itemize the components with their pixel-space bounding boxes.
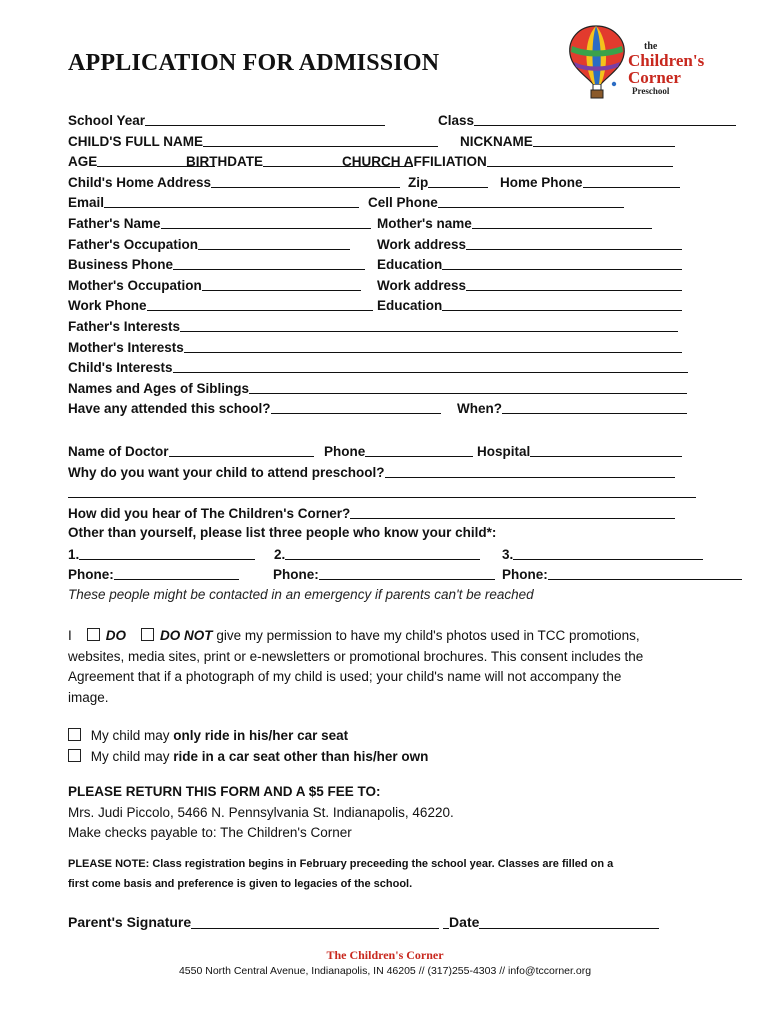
- field-blank[interactable]: [169, 443, 314, 457]
- form-field: [68, 464, 675, 480]
- form-field: [408, 174, 488, 190]
- form-row: [68, 525, 708, 546]
- emergency-note: These people might be contacted in an emergency if parents can't be reached: [68, 587, 534, 602]
- form-row: [68, 153, 708, 174]
- field-blank[interactable]: [502, 400, 687, 414]
- field-label: When?: [457, 401, 502, 417]
- form-field: [68, 400, 441, 416]
- field-label: Business Phone: [68, 257, 174, 273]
- consent-text-1: give my permission to have my child's photos used in TCC promotions,: [216, 628, 640, 643]
- field-label: Mother's Interests: [68, 339, 184, 355]
- field-label: CHURCH AFFILIATION: [342, 154, 487, 170]
- field-label: Mother's Occupation: [68, 277, 202, 293]
- return-instructions: [68, 782, 698, 844]
- field-blank[interactable]: [513, 546, 703, 560]
- field-label: Hospital: [477, 443, 531, 459]
- do-not-checkbox[interactable]: [141, 628, 154, 641]
- field-label: Father's Interests: [68, 318, 181, 334]
- form-field: [368, 194, 624, 210]
- form-field: [377, 277, 682, 293]
- field-label: Names and Ages of Siblings: [68, 380, 250, 396]
- field-blank[interactable]: [203, 133, 438, 147]
- field-blank[interactable]: [530, 443, 682, 457]
- field-blank[interactable]: [472, 215, 652, 229]
- form-field: [68, 194, 359, 210]
- field-label: Work address: [377, 236, 467, 252]
- field-blank[interactable]: [161, 215, 371, 229]
- field-blank[interactable]: [438, 194, 624, 208]
- field-label: Other than yourself, please list three people who know your child*:: [68, 525, 497, 541]
- field-blank[interactable]: [114, 566, 239, 580]
- form-row: [68, 215, 708, 236]
- field-label: AGE: [68, 154, 98, 170]
- car-seat-option-1-bold: only ride in his/her car seat: [173, 728, 349, 743]
- field-label: Work Phone: [68, 298, 147, 314]
- field-label: Child's Home Address: [68, 174, 211, 190]
- form-field: [342, 153, 673, 169]
- field-blank[interactable]: [466, 277, 682, 291]
- form-field: [377, 256, 682, 272]
- form-field: [68, 256, 365, 272]
- please-note-line2: first come basis and preference is given to legacies of the school.: [68, 878, 413, 890]
- footer-name: The Children's Corner: [326, 948, 444, 962]
- car-seat-other-checkbox[interactable]: [68, 749, 81, 762]
- field-blank[interactable]: [385, 464, 675, 478]
- field-label: Have any attended this school?: [68, 401, 271, 417]
- field-blank[interactable]: [428, 174, 488, 188]
- date-label: Date: [449, 914, 480, 930]
- form-field: [68, 112, 385, 128]
- form-field: [273, 566, 495, 582]
- form-row: [68, 421, 708, 443]
- form-row: [68, 133, 708, 154]
- please-note-line1: PLEASE NOTE: Class registration begins in February preceeding the school year. Classes are filled on a: [68, 858, 614, 870]
- form-field: [460, 133, 675, 149]
- field-label: Name of Doctor: [68, 443, 169, 459]
- form-row: [68, 443, 708, 464]
- field-label: Zip: [408, 174, 429, 190]
- form-row: [68, 359, 708, 380]
- field-label: Father's Name: [68, 215, 161, 231]
- field-blank[interactable]: [104, 194, 359, 208]
- form-field: [68, 297, 373, 313]
- photo-consent: [68, 626, 698, 708]
- field-blank[interactable]: [487, 153, 673, 167]
- car-seat-option-1-pre: My child may: [90, 728, 174, 743]
- form-field: [68, 380, 687, 396]
- form-field: [68, 215, 371, 231]
- form-field: [457, 400, 687, 416]
- form-row: [68, 194, 708, 215]
- form-field: [377, 297, 682, 313]
- form-field: [68, 318, 678, 334]
- field-label: Class: [438, 113, 475, 128]
- car-seat-option-2-pre: My child may: [90, 748, 174, 764]
- field-label: Phone:: [502, 567, 548, 583]
- form-row: [68, 318, 708, 339]
- form-field: [438, 112, 736, 128]
- application-form: [68, 112, 708, 587]
- field-blank[interactable]: [147, 297, 373, 311]
- form-field: [68, 525, 496, 540]
- form-field: [377, 236, 682, 252]
- logo-wordmark: [628, 42, 704, 96]
- field-label: Education: [377, 257, 443, 273]
- field-label: School Year: [68, 113, 146, 128]
- return-address: Mrs. Judi Piccolo, 5466 N. Pennsylvania St. Indianapolis, 46220.: [68, 804, 454, 820]
- field-blank[interactable]: [533, 133, 675, 147]
- form-field: [68, 236, 350, 252]
- form-row: [68, 256, 708, 277]
- consent-text-3: Agreement that if a photograph of my child is used; your child's name will not accompany the: [68, 669, 622, 684]
- form-row: [68, 484, 708, 505]
- consent-text-2: websites, media sites, print or e-newsletters or promotional brochures. This consent includes the: [68, 648, 644, 664]
- field-blank[interactable]: [173, 256, 365, 270]
- form-field: [68, 505, 675, 521]
- form-field: [68, 359, 688, 375]
- form-field: [500, 174, 680, 190]
- field-label: Home Phone: [500, 174, 583, 190]
- field-label: Cell Phone: [368, 195, 438, 211]
- do-not-label: DO NOT: [160, 628, 213, 643]
- field-blank[interactable]: [184, 339, 682, 353]
- field-label: 3.: [502, 546, 514, 562]
- form-row: [68, 400, 708, 421]
- car-seat-options: [68, 726, 698, 767]
- logo-preschool: Preschool: [632, 86, 670, 96]
- please-note: [68, 854, 708, 894]
- field-blank[interactable]: [211, 174, 400, 188]
- field-blank[interactable]: [145, 112, 385, 126]
- form-field: [502, 546, 703, 562]
- checks-payable: Make checks payable to: The Children's Corner: [68, 825, 352, 840]
- field-blank[interactable]: [173, 359, 688, 373]
- form-field: [377, 215, 652, 231]
- field-blank[interactable]: [583, 174, 680, 188]
- car-seat-own-checkbox[interactable]: [68, 728, 81, 741]
- form-field: [68, 566, 239, 582]
- field-blank[interactable]: [271, 400, 441, 414]
- field-label: CHILD'S FULL NAME: [68, 133, 203, 149]
- signature-blank[interactable]: [191, 914, 439, 929]
- field-blank[interactable]: [198, 236, 350, 250]
- form-field: [324, 443, 473, 459]
- form-row: [68, 505, 708, 526]
- field-label: Father's Occupation: [68, 236, 198, 252]
- field-label: Phone: [324, 443, 366, 459]
- logo-name-line1: Children's: [628, 51, 705, 70]
- childrens-corner-logo: [566, 22, 726, 106]
- field-blank[interactable]: [548, 566, 742, 580]
- field-label: Mother's name: [377, 215, 472, 231]
- form-row: [68, 174, 708, 195]
- field-label: 2.: [274, 546, 286, 562]
- field-blank[interactable]: [79, 546, 255, 560]
- form-field: [68, 174, 400, 190]
- form-row: [68, 566, 708, 587]
- form-row: [68, 546, 708, 567]
- field-label: Phone:: [68, 567, 114, 583]
- page-title: APPLICATION FOR ADMISSION: [68, 50, 440, 76]
- logo-name-line2: Corner: [628, 68, 681, 87]
- field-label: Email: [68, 195, 105, 211]
- form-field: [68, 339, 682, 355]
- field-label: BIRTHDATE: [186, 154, 263, 170]
- field-blank[interactable]: [442, 256, 682, 270]
- field-label: Phone:: [273, 567, 319, 583]
- consent-prefix: I: [68, 628, 72, 643]
- field-blank[interactable]: [68, 484, 696, 498]
- return-heading: PLEASE RETURN THIS FORM AND A $5 FEE TO:: [68, 784, 381, 799]
- do-label: DO: [105, 628, 127, 643]
- form-row: [68, 277, 708, 298]
- field-label: 1.: [68, 546, 80, 562]
- form-field: [68, 546, 255, 562]
- field-blank[interactable]: [442, 297, 682, 311]
- field-label: Why do you want your child to attend preschool?: [68, 464, 385, 480]
- field-blank[interactable]: [249, 380, 687, 394]
- date-blank[interactable]: [479, 914, 659, 929]
- signature-line: [68, 914, 659, 930]
- hot-air-balloon-icon: [566, 22, 630, 106]
- signature-label: Parent's Signature: [68, 914, 192, 930]
- form-row: [68, 236, 708, 257]
- field-blank[interactable]: [202, 277, 361, 291]
- field-blank[interactable]: [474, 112, 736, 126]
- field-label: Child's Interests: [68, 360, 173, 376]
- field-blank[interactable]: [180, 318, 678, 332]
- field-label: Education: [377, 298, 443, 314]
- field-label: Work address: [377, 277, 467, 293]
- form-row: [68, 339, 708, 360]
- form-row: [68, 380, 708, 401]
- do-checkbox[interactable]: [87, 628, 100, 641]
- form-field: [477, 443, 682, 459]
- consent-text-4: image.: [68, 689, 109, 705]
- car-seat-option-1: [68, 726, 698, 747]
- field-blank[interactable]: [350, 505, 675, 519]
- form-row: [68, 464, 708, 485]
- field-blank[interactable]: [319, 566, 495, 580]
- field-label: How did you hear of The Children's Corner?: [68, 505, 351, 521]
- form-field: [274, 546, 480, 562]
- car-seat-option-2: [68, 747, 698, 768]
- logo-the: the: [644, 41, 658, 52]
- footer-address: 4550 North Central Avenue, Indianapolis, IN 46205 // (317)255-4303 // info@tccorner.org: [178, 965, 592, 977]
- car-seat-option-2-bold: ride in a car seat other than his/her own: [173, 748, 429, 764]
- field-blank[interactable]: [365, 443, 473, 457]
- form-field: [502, 566, 742, 582]
- field-blank[interactable]: [285, 546, 480, 560]
- form-field: [68, 277, 361, 293]
- field-label: NICKNAME: [460, 133, 533, 149]
- form-row: [68, 297, 708, 318]
- form-field: [68, 484, 696, 500]
- form-field: [68, 443, 314, 459]
- field-blank[interactable]: [466, 236, 682, 250]
- form-field: [68, 133, 438, 149]
- form-row: [68, 112, 708, 133]
